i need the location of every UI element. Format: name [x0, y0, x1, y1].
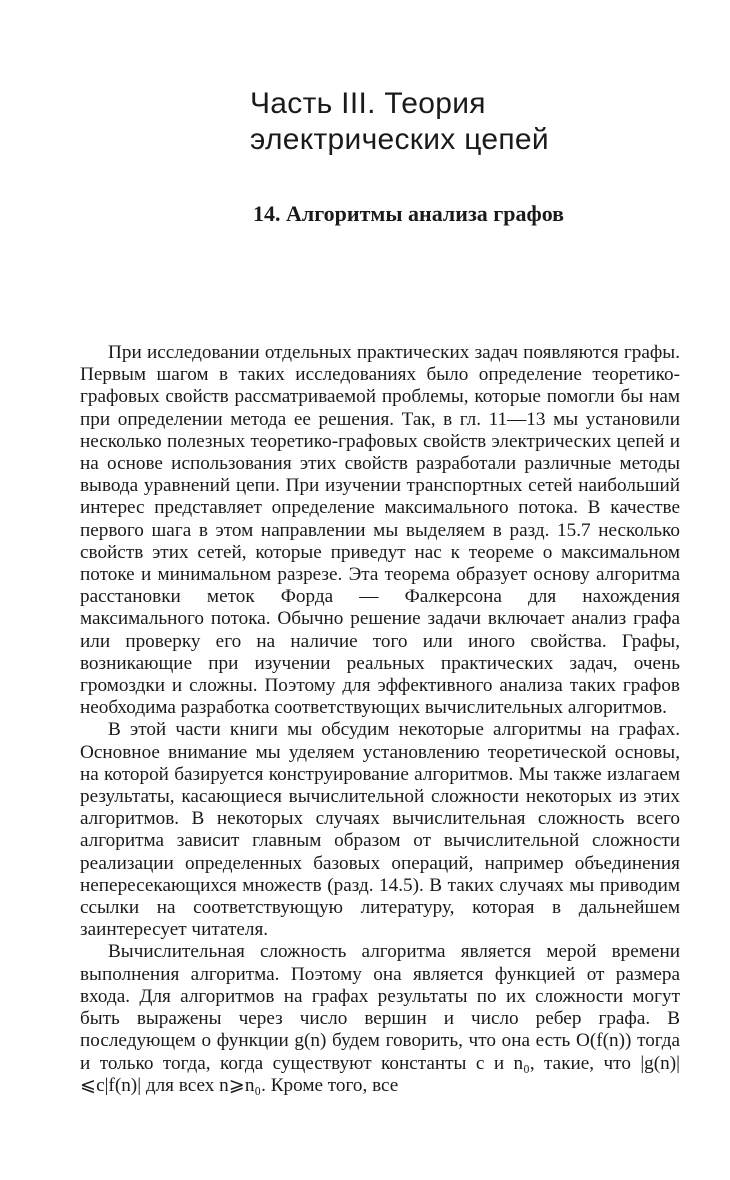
paragraph-1: При исследовании отдельных практических задач появляются графы. Первым шагом в таких исследованиях было определение теоретико-графовых свойств рассматриваемой проблемы, которые помогли бы нам при определении метода ее решения. Так, в гл. 11—13 мы установили несколько полезных теоретико-графовых свойств электрических цепей и на основе использования этих свойств разработали различные методы вывода уравнений цепи. При изучении транспортных сетей наибольший интерес представляет определение максимального потока. В качестве первого шага в этом направлении мы выделяем в разд. 15.7 несколько свойств этих сетей, которые приведут нас к теореме о максимальном потоке и минимальном разрезе. Эта теорема образует основу алгоритма расстановки меток Форда — Фалкерсона для нахождения максимального потока. Обычно решение задачи включает анализ графа или проверку его на наличие того или иного свойства. Графы, возникающие при изучении реальных практических задач, очень громоздки и сложны. Поэтому для эффективного анализа таких графов необходима разработка соответствующих вычислительных алгоритмов.: [80, 342, 680, 719]
part-title-line-1: Часть III. Теория: [250, 87, 486, 120]
paragraph-2: В этой части книги мы обсудим некоторые алгоритмы на графах. Основное внимание мы уделяем установлению теоретической основы, на которой базируется конструирование алгоритмов. Мы также излагаем результаты, касающиеся вычислительной сложности некоторых из этих алгоритмов. В некоторых случаях вычислительная сложность всего алгоритма зависит главным образом от вычислительной сложности реализации определенных базовых операций, например объединения непересекающихся множеств (разд. 14.5). В таких случаях мы приводим ссылки на соответствующую литературу, которая в дальнейшем заинтересует читателя.: [80, 719, 680, 941]
part-title: [250, 86, 690, 158]
body-text: [80, 342, 680, 1097]
paragraph-3: Вычислительная сложность алгоритма является мерой времени выполнения алгоритма. Поэтому она является функцией от размера входа. Для алгоритмов на графах результаты по их сложности могут быть выражены через число вершин и число ребер графа. В последующем о функции g(n) будем говорить, что она есть O(f(n)) тогда и только тогда, когда существуют константы c и n₀, такие, что |g(n)|⩽c|f(n)| для всех n⩾n₀. Кроме того, все: [80, 941, 680, 1096]
chapter-title: 14. Алгоритмы анализа графов: [253, 201, 565, 226]
part-title-line-2: электрических цепей: [250, 123, 549, 156]
